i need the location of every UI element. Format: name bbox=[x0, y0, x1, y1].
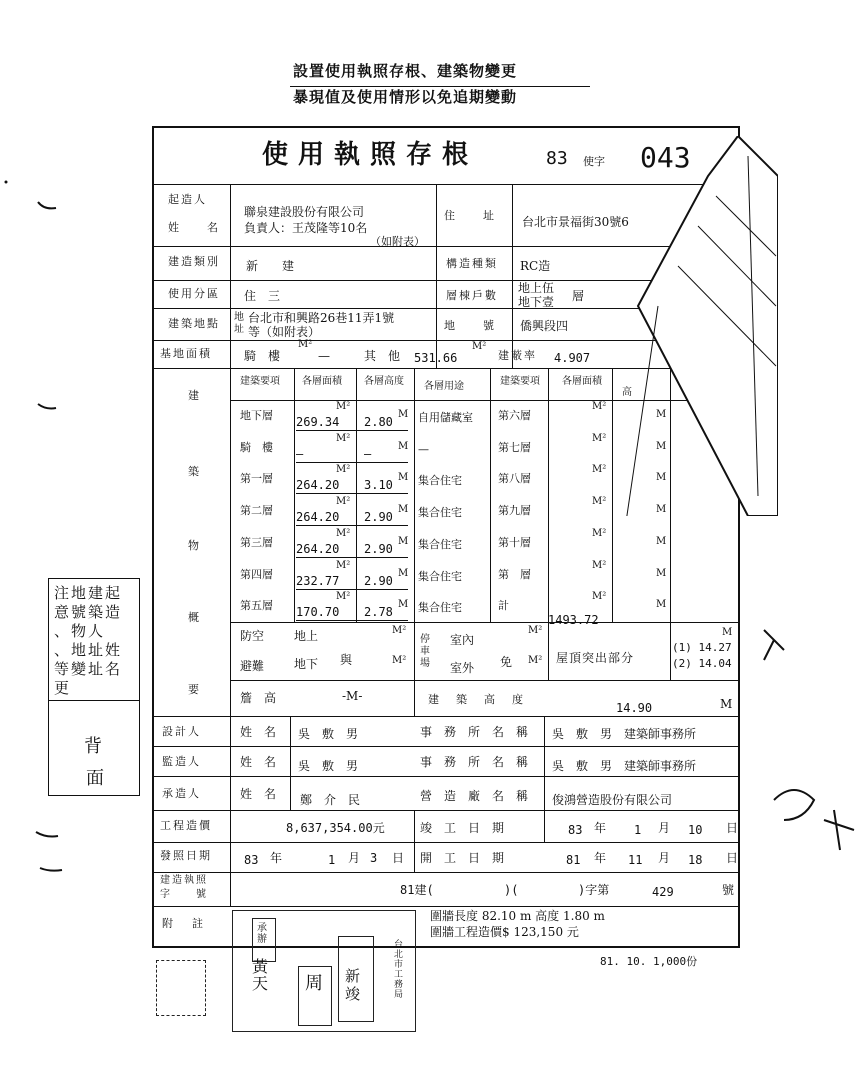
building-height-unit: M bbox=[720, 697, 733, 711]
lot-label: 地 號 bbox=[444, 319, 496, 332]
building-height-label: 建 築 高 度 bbox=[428, 693, 526, 706]
floors-below: 地下壹 bbox=[518, 295, 555, 309]
permit-suffix: )字第 bbox=[578, 883, 610, 897]
hdr-height: 各層高度 bbox=[364, 376, 404, 387]
issue-label: 發照日期 bbox=[160, 849, 212, 862]
parking-outdoor-value: 免 bbox=[500, 655, 513, 669]
floor-area: 269.34 bbox=[296, 415, 340, 429]
contractor-name-label: 姓 名 bbox=[240, 787, 277, 801]
issue-day: 3 bbox=[370, 851, 378, 865]
start-date-label: 開 工 日 期 bbox=[420, 851, 505, 865]
floor-area-unit: M² bbox=[336, 528, 351, 539]
finish-month: 1 bbox=[634, 823, 642, 837]
stamp-seal-2 bbox=[298, 966, 332, 1026]
floor-height-unit: M bbox=[398, 536, 409, 547]
doc-year: 83 bbox=[546, 148, 568, 169]
side-note-line: 注地建起 bbox=[54, 584, 123, 602]
stamp-seal-2-text: 周 bbox=[305, 973, 323, 994]
side-note-line: 、物人 bbox=[54, 622, 106, 640]
hdr-height-2: 高 bbox=[622, 387, 632, 398]
parking-indoor: 室內 bbox=[450, 633, 475, 647]
notes-line-2: 圍牆工程造價$ 123,150 元 bbox=[430, 925, 579, 939]
cost-label: 工程造價 bbox=[160, 819, 212, 832]
floor-name-2: 第八層 bbox=[498, 472, 531, 485]
print-run: 81. 10. 1,000份 bbox=[600, 955, 698, 968]
zone-value: 住 三 bbox=[244, 289, 281, 303]
form-title: 使用執照存根 bbox=[262, 140, 479, 170]
floor-height: 3.10 bbox=[364, 478, 393, 492]
floor-name: 第二層 bbox=[240, 504, 273, 517]
stamp-agency-text: 台北市工務局 bbox=[394, 940, 404, 1000]
floor-name: 第三層 bbox=[240, 536, 273, 549]
floor-height-unit-2: M bbox=[656, 568, 667, 579]
floor-name-2: 第七層 bbox=[498, 441, 531, 454]
stamp-seal-3-text: 新竣 bbox=[345, 967, 361, 1003]
contractor-name: 鄭 介 民 bbox=[300, 793, 361, 807]
floor-height: 2.80 bbox=[364, 415, 393, 429]
arcade-value: — bbox=[318, 349, 330, 363]
floor-height-unit-2: M bbox=[656, 472, 667, 483]
build-type-label: 建造類別 bbox=[168, 255, 220, 268]
floor-height: 2.90 bbox=[364, 542, 393, 556]
roof-2: (2) 14.04 bbox=[672, 657, 732, 670]
floor-use: 集合住宅 bbox=[418, 474, 462, 487]
arcade-unit: M² bbox=[298, 339, 313, 350]
shelter-above: 地上 bbox=[294, 629, 319, 643]
floor-area-unit: M² bbox=[336, 464, 351, 475]
start-year-unit: 年 bbox=[594, 851, 607, 865]
margin-marks bbox=[0, 170, 80, 890]
roof-unit: M bbox=[722, 627, 733, 638]
floor-area: 232.77 bbox=[296, 574, 340, 588]
floor-height: 2.90 bbox=[364, 574, 393, 588]
site-address-note: 等（如附表） bbox=[248, 325, 321, 339]
shelter-label-2: 避難 bbox=[240, 659, 265, 673]
area-label: 基地面積 bbox=[160, 347, 212, 360]
arcade-label: 騎 樓 bbox=[244, 349, 281, 363]
finish-date-label: 竣 工 日 期 bbox=[420, 821, 505, 835]
supervisor-office-label: 事 務 所 名 稱 bbox=[420, 755, 529, 769]
back-side-1: 背 bbox=[84, 736, 102, 757]
floor-use: 自用儲藏室 bbox=[418, 411, 473, 424]
floor-area: 264.20 bbox=[296, 542, 340, 556]
issue-year-unit: 年 bbox=[270, 851, 283, 865]
header-line-2: 暴現值及使用情形以免追期變動 bbox=[293, 88, 518, 106]
supervisor-name: 吳 敷 男 bbox=[298, 759, 359, 773]
structure-value: RC造 bbox=[520, 259, 551, 273]
floor-name: 第四層 bbox=[240, 568, 273, 581]
finish-day: 10 bbox=[688, 823, 703, 837]
pasted-label-overlay bbox=[598, 136, 778, 516]
issue-year: 83 bbox=[244, 853, 259, 867]
building-height-value: 14.90 bbox=[616, 701, 653, 715]
shelter-unit-2: M² bbox=[392, 655, 407, 666]
issue-month-unit: 月 bbox=[348, 851, 361, 865]
header-line-1: 設置使用執照存根、建築物變更 bbox=[293, 62, 518, 80]
floor-height-unit-2: M bbox=[656, 599, 667, 610]
site-label: 建築地點 bbox=[168, 317, 220, 330]
designer-office-label: 事 務 所 名 稱 bbox=[420, 725, 529, 739]
parking-unit-1: M² bbox=[528, 625, 543, 636]
floor-height: 2.78 bbox=[364, 605, 393, 619]
stamp-small bbox=[252, 918, 276, 962]
roof-1: (1) 14.27 bbox=[672, 641, 732, 654]
address-label: 住 址 bbox=[444, 209, 496, 222]
finish-day-unit: 日 bbox=[726, 821, 739, 835]
floor-area-unit-2: M² bbox=[592, 591, 607, 602]
contractor-role: 承造人 bbox=[162, 787, 201, 800]
doc-number: 043 bbox=[640, 141, 691, 174]
shelter-label-1: 防空 bbox=[240, 629, 265, 643]
floor-name-2: 第 層 bbox=[498, 568, 531, 581]
parking-unit-2: M² bbox=[528, 655, 543, 666]
applicant-rep: 負責人：王茂隆等10名 bbox=[244, 221, 368, 235]
roof-label: 屋頂突出部分 bbox=[556, 651, 635, 665]
designer-name-label: 姓 名 bbox=[240, 725, 277, 739]
floor-use: 集合住宅 bbox=[418, 601, 462, 614]
floor-area-unit: M² bbox=[336, 560, 351, 571]
floor-underline bbox=[296, 462, 408, 463]
right-margin-marks bbox=[744, 620, 864, 860]
floor-underline bbox=[296, 430, 408, 431]
side-label-4: 概 bbox=[188, 611, 201, 624]
floor-area-unit-2: M² bbox=[592, 560, 607, 571]
lot-value: 僑興段四 bbox=[520, 319, 569, 333]
other-unit: M² bbox=[472, 341, 487, 352]
floor-use: 集合住宅 bbox=[418, 506, 462, 519]
other-value: 531.66 bbox=[414, 351, 458, 365]
floor-area: 170.70 bbox=[296, 605, 340, 619]
finish-year: 83 bbox=[568, 823, 583, 837]
zone-label: 使用分區 bbox=[168, 287, 220, 300]
site-addr-tag: 地址 bbox=[234, 312, 244, 335]
name-label: 姓 名 bbox=[168, 221, 220, 234]
floor-underline bbox=[296, 620, 408, 621]
structure-label: 構造種類 bbox=[446, 257, 498, 270]
applicant-company: 聯泉建設股份有限公司 bbox=[244, 205, 365, 219]
side-label-1: 建 bbox=[188, 389, 201, 402]
start-day: 18 bbox=[688, 853, 703, 867]
floor-height: 2.90 bbox=[364, 510, 393, 524]
finish-month-unit: 月 bbox=[658, 821, 671, 835]
side-label-3: 物 bbox=[188, 539, 201, 552]
coverage-label: 建蔽率 bbox=[498, 349, 537, 362]
floor-height-unit: M bbox=[398, 441, 409, 452]
notes-label: 附 註 bbox=[162, 917, 207, 930]
floor-height-unit: M bbox=[398, 568, 409, 579]
side-note-line: 更 bbox=[54, 679, 72, 697]
stamp-seal-3 bbox=[338, 936, 374, 1022]
floor-name: 騎 樓 bbox=[240, 441, 273, 454]
start-year: 81 bbox=[566, 853, 581, 867]
floors-above: 地上伍 bbox=[518, 281, 555, 295]
cost-value: 8,637,354.00元 bbox=[286, 821, 385, 835]
floor-height-unit: M bbox=[398, 504, 409, 515]
parking-outdoor: 室外 bbox=[450, 661, 475, 675]
notes-line-1: 圍牆長度 82.10 m 高度 1.80 m bbox=[430, 909, 605, 923]
coverage-value: 4.907 bbox=[554, 351, 591, 365]
floor-area-unit-2: M² bbox=[592, 528, 607, 539]
parking-label: 停車場 bbox=[420, 634, 430, 669]
eaves-label: 簷 高 bbox=[240, 691, 277, 705]
hdr-item-2: 建築要項 bbox=[500, 376, 540, 387]
site-address: 台北市和興路26巷11弄1號 bbox=[248, 311, 395, 325]
floor-height-unit: M bbox=[398, 472, 409, 483]
floors-label: 層棟戶數 bbox=[446, 289, 498, 302]
contractor-company-label: 營 造 廠 名 稱 bbox=[420, 789, 529, 803]
floor-name-2: 第六層 bbox=[498, 409, 531, 422]
supervisor-name-label: 姓 名 bbox=[240, 755, 277, 769]
floor-height-unit: M bbox=[398, 409, 409, 420]
hdr-item: 建築要項 bbox=[240, 376, 280, 387]
shelter-below-value: 與 bbox=[340, 653, 353, 667]
shelter-below: 地下 bbox=[294, 657, 319, 671]
stamp-square bbox=[156, 960, 206, 1016]
side-label-2: 築 bbox=[188, 465, 201, 478]
eaves-value: -M- bbox=[342, 689, 363, 703]
designer-office: 吳 敷 男 建築師事務所 bbox=[552, 727, 697, 741]
back-side-2: 面 bbox=[86, 768, 104, 789]
applicant-note: （如附表） bbox=[370, 235, 425, 248]
start-month: 11 bbox=[628, 853, 643, 867]
floor-name: 第一層 bbox=[240, 472, 273, 485]
floor-underline bbox=[296, 557, 408, 558]
side-note-line: 、地址姓 bbox=[54, 641, 123, 659]
floor-underline bbox=[296, 493, 408, 494]
floor-area-unit: M² bbox=[336, 496, 351, 507]
start-month-unit: 月 bbox=[658, 851, 671, 865]
floor-name-2: 計 bbox=[498, 599, 509, 612]
doc-type: 使字 bbox=[583, 155, 605, 168]
finish-year-unit: 年 bbox=[594, 821, 607, 835]
floor-height: — bbox=[364, 447, 372, 461]
hdr-use: 各層用途 bbox=[424, 381, 464, 392]
permit-label-1: 建造執照 bbox=[160, 875, 208, 886]
hdr-area: 各層面積 bbox=[302, 376, 342, 387]
other-label: 其 他 bbox=[364, 349, 401, 363]
floor-use: — bbox=[418, 443, 429, 456]
permit-number: 429 bbox=[652, 885, 674, 899]
floor-name-2: 第九層 bbox=[498, 504, 531, 517]
permit-label-2: 字 號 bbox=[160, 889, 208, 900]
floor-area: — bbox=[296, 447, 304, 461]
floor-area-unit: M² bbox=[336, 433, 351, 444]
permit-prefix: 81建( bbox=[400, 883, 434, 897]
hdr-area-2: 各層面積 bbox=[562, 376, 602, 387]
address-value: 台北市景福街30號6 bbox=[522, 215, 629, 229]
floor-underline bbox=[296, 589, 408, 590]
floor-height-unit-2: M bbox=[656, 536, 667, 547]
header-rule bbox=[290, 86, 590, 87]
start-day-unit: 日 bbox=[726, 851, 739, 865]
floor-name: 第五層 bbox=[240, 599, 273, 612]
designer-role: 設計人 bbox=[162, 725, 201, 738]
permit-mid: )( bbox=[504, 883, 519, 897]
applicant-label: 起造人 bbox=[168, 193, 207, 206]
floor-area-unit-2: M² bbox=[592, 433, 607, 444]
floor-area-unit-2: M² bbox=[592, 401, 607, 412]
floor-area-unit: M² bbox=[336, 401, 351, 412]
shelter-unit-1: M² bbox=[392, 625, 407, 636]
floor-height-unit-2: M bbox=[656, 409, 667, 420]
contractor-company: 俊鴻營造股份有限公司 bbox=[552, 793, 673, 807]
floor-area: 264.20 bbox=[296, 478, 340, 492]
permit-end: 號 bbox=[722, 883, 735, 897]
floors-total: 1493.72 bbox=[548, 613, 599, 627]
designer-name: 吳 敷 男 bbox=[298, 727, 359, 741]
build-type-value: 新 建 bbox=[246, 259, 295, 273]
floor-area: 264.20 bbox=[296, 510, 340, 524]
floor-name-2: 第十層 bbox=[498, 536, 531, 549]
floors-unit: 層 bbox=[572, 289, 585, 303]
floor-height-unit: M bbox=[398, 599, 409, 610]
supervisor-role: 監造人 bbox=[162, 755, 201, 768]
stamp-signature-1: 黃天 bbox=[252, 957, 269, 993]
floor-area-unit: M² bbox=[336, 591, 351, 602]
floor-height-unit-2: M bbox=[656, 504, 667, 515]
floor-name: 地下層 bbox=[240, 409, 273, 422]
supervisor-office: 吳 敷 男 建築師事務所 bbox=[552, 759, 697, 773]
floor-height-unit-2: M bbox=[656, 441, 667, 452]
floor-use: 集合住宅 bbox=[418, 538, 462, 551]
floor-underline bbox=[296, 525, 408, 526]
floor-use: 集合住宅 bbox=[418, 570, 462, 583]
side-label-5: 要 bbox=[188, 683, 201, 696]
side-note-line: 等變址名 bbox=[54, 660, 123, 678]
floor-area-unit-2: M² bbox=[592, 496, 607, 507]
floor-area-unit-2: M² bbox=[592, 464, 607, 475]
stamp-small-text: 承辦 bbox=[257, 923, 267, 945]
issue-day-unit: 日 bbox=[392, 851, 405, 865]
issue-month: 1 bbox=[328, 853, 336, 867]
side-note-line: 意號築造 bbox=[54, 603, 123, 621]
